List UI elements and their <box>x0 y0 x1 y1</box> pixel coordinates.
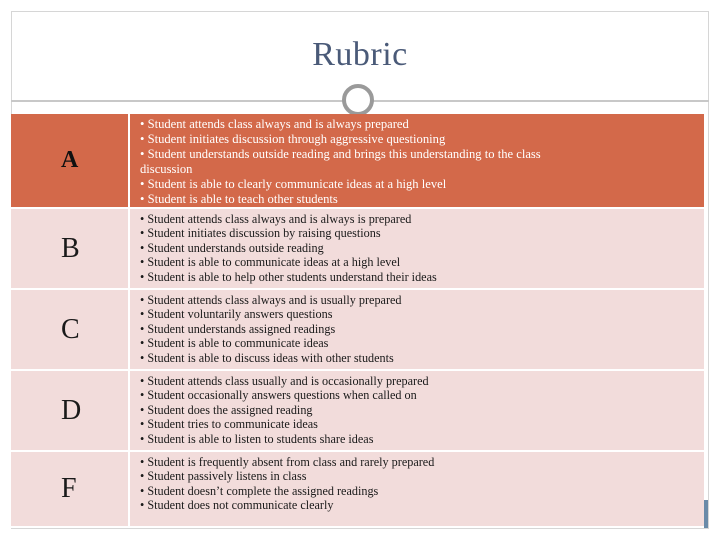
rubric-row-c <box>11 290 704 371</box>
criterion: • Student initiates discussion by raising questions <box>140 226 704 240</box>
criteria-list <box>128 452 704 526</box>
criterion: • Student attends class usually and is occasionally prepared <box>140 374 704 388</box>
criterion: • Student does not communicate clearly <box>140 498 704 512</box>
grade-label: A <box>61 147 79 173</box>
slide-title: Rubric <box>312 36 408 73</box>
criterion: • Student voluntarily answers questions <box>140 307 704 321</box>
rubric-table <box>11 114 704 528</box>
criterion: • Student tries to communicate ideas <box>140 417 704 431</box>
circle-ornament-icon <box>342 84 374 116</box>
rubric-row-d <box>11 371 704 452</box>
grade-label: C <box>61 313 80 345</box>
criterion: • Student is able to listen to students share ideas <box>140 432 704 446</box>
rubric-row-a <box>11 114 704 209</box>
criterion: • Student is able to clearly communicate ideas at a high level <box>140 177 704 192</box>
criteria-list <box>128 371 704 450</box>
edge-accent <box>704 500 708 528</box>
grade-label: D <box>61 394 82 426</box>
criterion: • Student does the assigned reading <box>140 403 704 417</box>
criterion: • Student doesn’t complete the assigned readings <box>140 484 704 498</box>
criterion: • Student understands outside reading and brings this understanding to the class <box>140 147 704 162</box>
rubric-row-b <box>11 209 704 290</box>
criterion: • Student is able to discuss ideas with other students <box>140 351 704 365</box>
criterion-continuation <box>140 162 704 177</box>
criteria-list <box>128 290 704 369</box>
criterion: • Student attends class always and is usually prepared <box>140 293 704 307</box>
criterion: • Student attends class always and is always is prepared <box>140 212 704 226</box>
criterion: • Student passively listens in class <box>140 469 704 483</box>
criterion: • Student occasionally answers questions when called on <box>140 388 704 402</box>
criterion: • Student attends class always and is always prepared <box>140 117 704 132</box>
criteria-list <box>128 209 704 288</box>
criterion: • Student is able to teach other students <box>140 192 704 207</box>
criterion: • Student is able to communicate ideas <box>140 336 704 350</box>
criterion: • Student is frequently absent from class and rarely prepared <box>140 455 704 469</box>
rubric-row-f <box>11 452 704 528</box>
criterion: • Student understands outside reading <box>140 241 704 255</box>
criterion: • Student understands assigned readings <box>140 322 704 336</box>
criterion-text: discussion <box>140 162 193 176</box>
grade-label: B <box>61 232 80 264</box>
criterion: • Student is able to help other students understand their ideas <box>140 270 704 284</box>
criteria-list <box>128 114 704 207</box>
criterion: • Student is able to communicate ideas at a high level <box>140 255 704 269</box>
criterion: • Student initiates discussion through aggressive questioning <box>140 132 704 147</box>
grade-label: F <box>61 473 77 504</box>
